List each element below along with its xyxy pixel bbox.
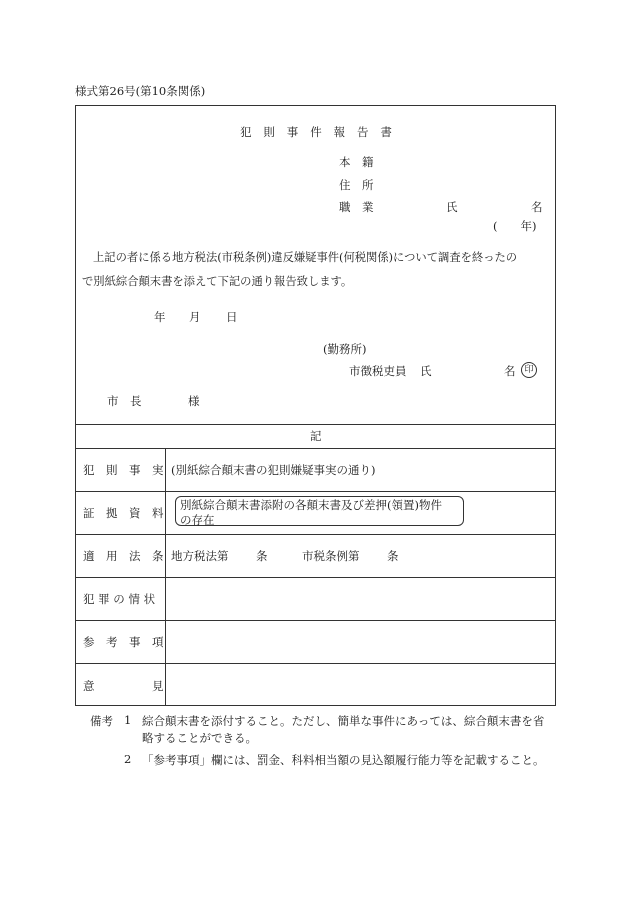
date-month: 月 xyxy=(189,310,201,324)
divider-ki-top xyxy=(76,424,555,425)
shizei-jorei-label: 市税条例第 xyxy=(302,549,360,563)
row-label-hansoku-jijitsu: 犯 則 事 実 xyxy=(83,463,164,477)
age-field: ( 年) xyxy=(493,219,537,233)
ki-label: 記 xyxy=(310,429,322,443)
note-2-number: 2 xyxy=(124,752,132,766)
officer-title: 市徴税吏員 xyxy=(349,364,407,378)
date-day: 日 xyxy=(226,310,238,324)
row-divider xyxy=(76,491,555,492)
note-1-number: 1 xyxy=(124,713,132,727)
form-title: 犯 則 事 件 報 告 書 xyxy=(240,125,393,139)
row-label-sanko-jiko: 参 考 事 項 xyxy=(83,635,164,649)
form-number: 様式第26号(第10条関係) xyxy=(75,84,206,98)
officer-shi: 氏 xyxy=(420,364,432,378)
row-divider xyxy=(76,577,555,578)
row-label-tekiyo-hojo: 適 用 法 条 xyxy=(83,549,164,563)
row-label-shoko-shiryo: 証 拠 資 料 xyxy=(83,506,164,520)
shi-label: 氏 xyxy=(446,200,458,214)
row-divider xyxy=(76,663,555,664)
shizei-jorei-jo: 条 xyxy=(387,549,399,563)
chihozeiho-label: 地方税法第 xyxy=(171,549,229,563)
row-label-iken: 意 見 xyxy=(83,679,164,693)
row-label-hanzai-jojo: 犯 罪 の 情 状 xyxy=(83,592,156,606)
note-1-text: 綜合顛末書を添付すること。ただし、簡単な事件にあっては、綜合顛末書を省略することができる。 xyxy=(142,714,545,745)
notes-heading: 備考 xyxy=(90,714,113,728)
row-value-shoko-line-2: の存在 xyxy=(180,513,215,527)
mei-label: 名 xyxy=(531,200,543,214)
row-divider xyxy=(76,534,555,535)
jusho-label: 住 所 xyxy=(339,178,374,192)
divider-ki-bottom xyxy=(76,448,555,449)
chihozeiho-jo: 条 xyxy=(256,549,268,563)
note-2-text: 「参考事項」欄には、罰金、科料相当額の見込額履行能力等を記載すること。 xyxy=(142,753,545,767)
body-text-line-2: で別紙綜合顛末書を添えて下記の通り報告致します。 xyxy=(82,275,353,288)
office-label: (勤務所) xyxy=(323,342,367,356)
honseki-label: 本 籍 xyxy=(339,155,374,169)
row-divider xyxy=(76,620,555,621)
row-value-shoko-line-1: 別紙綜合顛末書添附の各顛末書及び差押(領置)物件 xyxy=(180,498,442,512)
mayor-label: 市 長 xyxy=(107,394,142,408)
sama-label: 様 xyxy=(188,394,200,408)
officer-mei: 名 xyxy=(504,364,516,378)
row-value-hansoku-jijitsu: (別紙綜合顛末書の犯則嫌疑事実の通り) xyxy=(171,463,376,477)
shokugyo-label: 職 業 xyxy=(339,200,374,214)
seal-mark: 印 xyxy=(521,362,537,378)
date-year: 年 xyxy=(154,310,166,324)
body-text-line-1: 上記の者に係る地方税法(市税条例)違反嫌疑事件(何税関係)について調査を終ったの xyxy=(93,251,518,264)
report-form xyxy=(75,105,556,706)
